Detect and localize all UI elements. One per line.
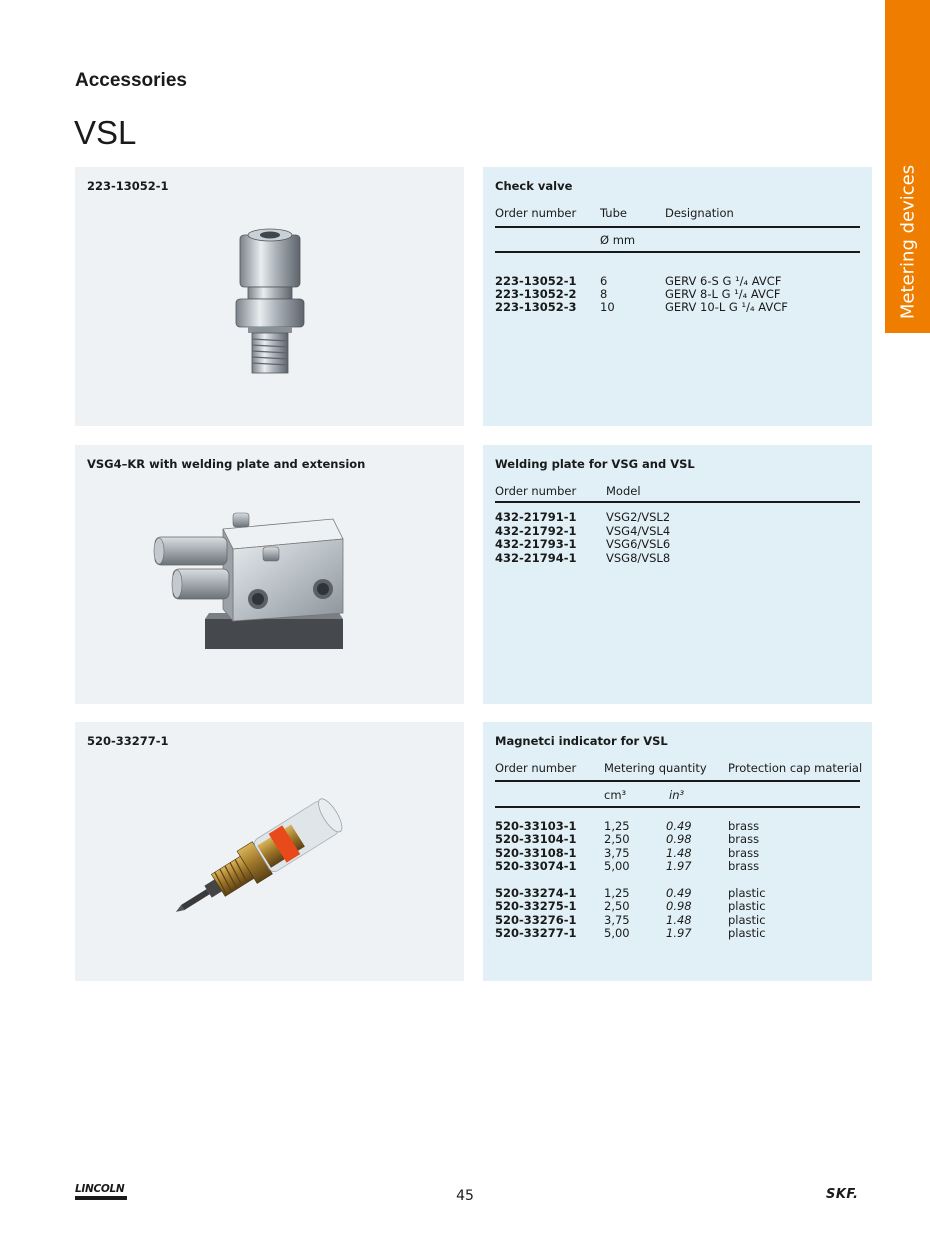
page-title: VSL (74, 114, 137, 151)
table-row-order-number: 432-21791-1 (495, 510, 577, 524)
subheader-tube-unit: Ø mm (600, 233, 636, 247)
table-row-cm3: 3,75 (604, 913, 630, 927)
table-row-cap-material: brass (728, 859, 760, 873)
table-row-in3: 1.97 (666, 859, 692, 873)
table-row-cm3: 5,00 (604, 859, 630, 873)
lincoln-logo-text: LINCOLN (75, 1183, 125, 1195)
table-row-tube: 6 (600, 274, 608, 288)
table-row-cap-material: plastic (728, 926, 766, 940)
table-row-cm3: 2,50 (604, 832, 630, 846)
magnetic-indicator-icon (167, 790, 373, 916)
table-row-in3: 0.49 (666, 819, 692, 833)
table-row-cm3: 5,00 (604, 926, 630, 940)
table-row-order-number: 223-13052-2 (495, 287, 577, 301)
table-row-cap-material: brass (728, 819, 760, 833)
header-divider (495, 226, 860, 228)
table-row-tube: 8 (600, 287, 608, 301)
col-header-order-number: Order number (495, 206, 577, 220)
table-row-order-number: 520-33074-1 (495, 859, 577, 873)
table-row-order-number: 223-13052-3 (495, 300, 577, 314)
table-row-cm3: 3,75 (604, 846, 630, 860)
table-row-cap-material: plastic (728, 913, 766, 927)
table-row-order-number: 520-33277-1 (495, 926, 577, 940)
col-header-metering-quantity: Metering quantity (604, 761, 707, 775)
subheader-in3: in³ (669, 788, 685, 802)
table-row-order-number: 520-33103-1 (495, 819, 577, 833)
table-row-cap-material: plastic (728, 886, 766, 900)
table-row-in3: 1.48 (666, 913, 692, 927)
col-header-protection-cap: Protection cap material (728, 761, 863, 775)
side-tab-label: Metering devices (897, 164, 918, 320)
table-row-in3: 1.97 (666, 926, 692, 940)
table-row-in3: 1.48 (666, 846, 692, 860)
image-caption: 520-33277-1 (87, 734, 169, 748)
image-panel-vsg4-kr (75, 445, 464, 704)
image-caption: VSG4–KR with welding plate and extension (87, 457, 366, 471)
table-row-order-number: 520-33274-1 (495, 886, 577, 900)
table-row-order-number: 520-33108-1 (495, 846, 577, 860)
table-row-cap-material: plastic (728, 899, 766, 913)
table-row-designation: GERV 10-L G ¹/₄ AVCF (665, 300, 788, 314)
table-row-tube: 10 (600, 300, 615, 314)
table-row-order-number: 432-21793-1 (495, 537, 577, 551)
image-panel-check-valve (75, 167, 464, 426)
col-header-tube: Tube (600, 206, 627, 220)
table-row-order-number: 223-13052-1 (495, 274, 577, 288)
table-title: Welding plate for VSG and VSL (495, 457, 695, 471)
page-number: 45 (456, 1188, 474, 1204)
table-row-order-number: 520-33104-1 (495, 832, 577, 846)
table-panel-check-valve (483, 167, 872, 426)
header-divider (495, 806, 860, 808)
metering-block-icon (153, 509, 345, 657)
subheader-cm3: cm³ (604, 788, 627, 802)
side-tab (885, 0, 930, 333)
col-header-designation: Designation (665, 206, 734, 220)
table-row-cm3: 1,25 (604, 819, 630, 833)
table-row-cm3: 2,50 (604, 899, 630, 913)
header-divider (495, 251, 860, 253)
image-panel-magnetic-indicator (75, 722, 464, 981)
table-title: Magnetci indicator for VSL (495, 734, 668, 748)
header-divider (495, 780, 860, 782)
section-heading: Accessories (75, 70, 187, 91)
header-divider (495, 501, 860, 503)
table-row-order-number: 520-33276-1 (495, 913, 577, 927)
table-row-in3: 0.98 (666, 899, 692, 913)
table-row-cm3: 1,25 (604, 886, 630, 900)
table-row-cap-material: brass (728, 832, 760, 846)
table-row-model: VSG2/VSL2 (606, 510, 671, 524)
table-title: Check valve (495, 179, 573, 193)
table-row-designation: GERV 8-L G ¹/₄ AVCF (665, 287, 781, 301)
image-caption: 223-13052-1 (87, 179, 169, 193)
table-row-designation: GERV 6-S G ¹/₄ AVCF (665, 274, 782, 288)
table-row-model: VSG6/VSL6 (606, 537, 671, 551)
table-row-order-number: 520-33275-1 (495, 899, 577, 913)
table-row-cap-material: brass (728, 846, 760, 860)
skf-logo: SKF. (826, 1187, 859, 1202)
table-row-model: VSG8/VSL8 (606, 551, 671, 565)
col-header-model: Model (606, 484, 641, 498)
col-header-order-number: Order number (495, 484, 577, 498)
table-row-in3: 0.98 (666, 832, 692, 846)
table-row-model: VSG4/VSL4 (606, 524, 671, 538)
table-row-order-number: 432-21794-1 (495, 551, 577, 565)
table-panel-welding-plate (483, 445, 872, 704)
table-panel-magnetic-indicator (483, 722, 872, 981)
table-row-order-number: 432-21792-1 (495, 524, 577, 538)
table-row-in3: 0.49 (666, 886, 692, 900)
col-header-order-number: Order number (495, 761, 577, 775)
check-valve-fitting-icon (230, 225, 310, 377)
